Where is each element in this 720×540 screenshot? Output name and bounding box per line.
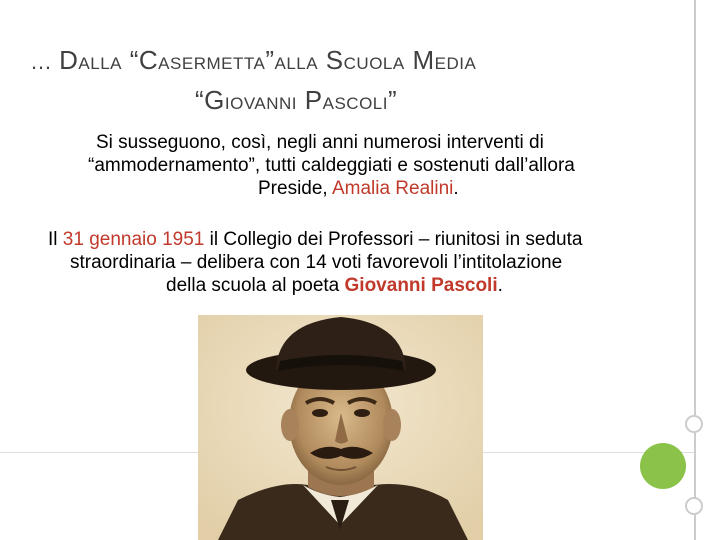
paragraph2-line2: straordinaria – delibera con 14 voti favorevoli l’intitolazione — [70, 252, 563, 273]
paragraph1-line3-end: . — [453, 178, 459, 199]
paragraph2-line1 — [48, 228, 648, 251]
slide-title-line2 — [195, 85, 650, 116]
paragraph2-line3 — [48, 274, 648, 297]
paragraph2-line3-end: . — [497, 275, 503, 296]
paragraph-ammodernamento — [88, 131, 628, 200]
paragraph1-line3 — [88, 177, 628, 200]
paragraph2-line1-start: Il — [48, 229, 63, 250]
paragraph2-line3-text: della scuola al poeta — [166, 275, 345, 296]
title-line2-segment-2: P — [297, 85, 323, 115]
title-line1-segment-2: ALLA — [78, 54, 122, 73]
title-line1-segment-3: “C — [122, 45, 159, 75]
title-line1-segment-1: D — [59, 45, 79, 75]
slide-title-line1 — [30, 45, 477, 75]
title-line1-segment-8: CUOLA — [343, 54, 405, 73]
title-line1-segment-10: EDIA — [434, 54, 477, 73]
paragraph-intitolazione — [48, 228, 648, 297]
date-highlight: 31 gennaio 1951 — [62, 229, 205, 250]
title-line2-segment-3: ASCOLI — [322, 94, 388, 113]
poet-name: Giovanni Pascoli — [344, 275, 498, 296]
preside-name: Amalia Realini — [331, 178, 454, 199]
portrait-photo — [198, 315, 483, 540]
title-line2-segment-1: IOVANNI — [224, 94, 298, 113]
title-line1-segment-4: ASERMETTA — [158, 54, 266, 73]
paragraph1-line3-text: Preside, — [258, 178, 332, 199]
title-line1-segment-6: ALLA — [274, 54, 319, 73]
paragraph1-line1: Si susseguono, così, negli anni numerosi interventi di — [96, 132, 544, 153]
accent-green-circle — [640, 443, 686, 489]
title-line2-segment-0: “G — [195, 85, 225, 115]
title-line1-segment-5: ” — [265, 45, 275, 75]
title-line1-segment-7: S — [318, 45, 344, 75]
title-line1-segment-0: … — [30, 49, 60, 74]
title-line1-segment-9: M — [404, 45, 435, 75]
border-circle-bottom — [685, 497, 703, 515]
slide-border-vertical — [694, 0, 696, 540]
title-line2-segment-4: ” — [387, 85, 398, 115]
slide-title — [30, 40, 650, 116]
border-circle-top — [685, 415, 703, 433]
paragraph2-line1-text: il Collegio dei Professori – riunitosi in seduta — [204, 229, 583, 250]
paragraph1-line2: “ammodernamento”, tutti caldeggiati e sostenuti dall’allora — [88, 155, 575, 176]
